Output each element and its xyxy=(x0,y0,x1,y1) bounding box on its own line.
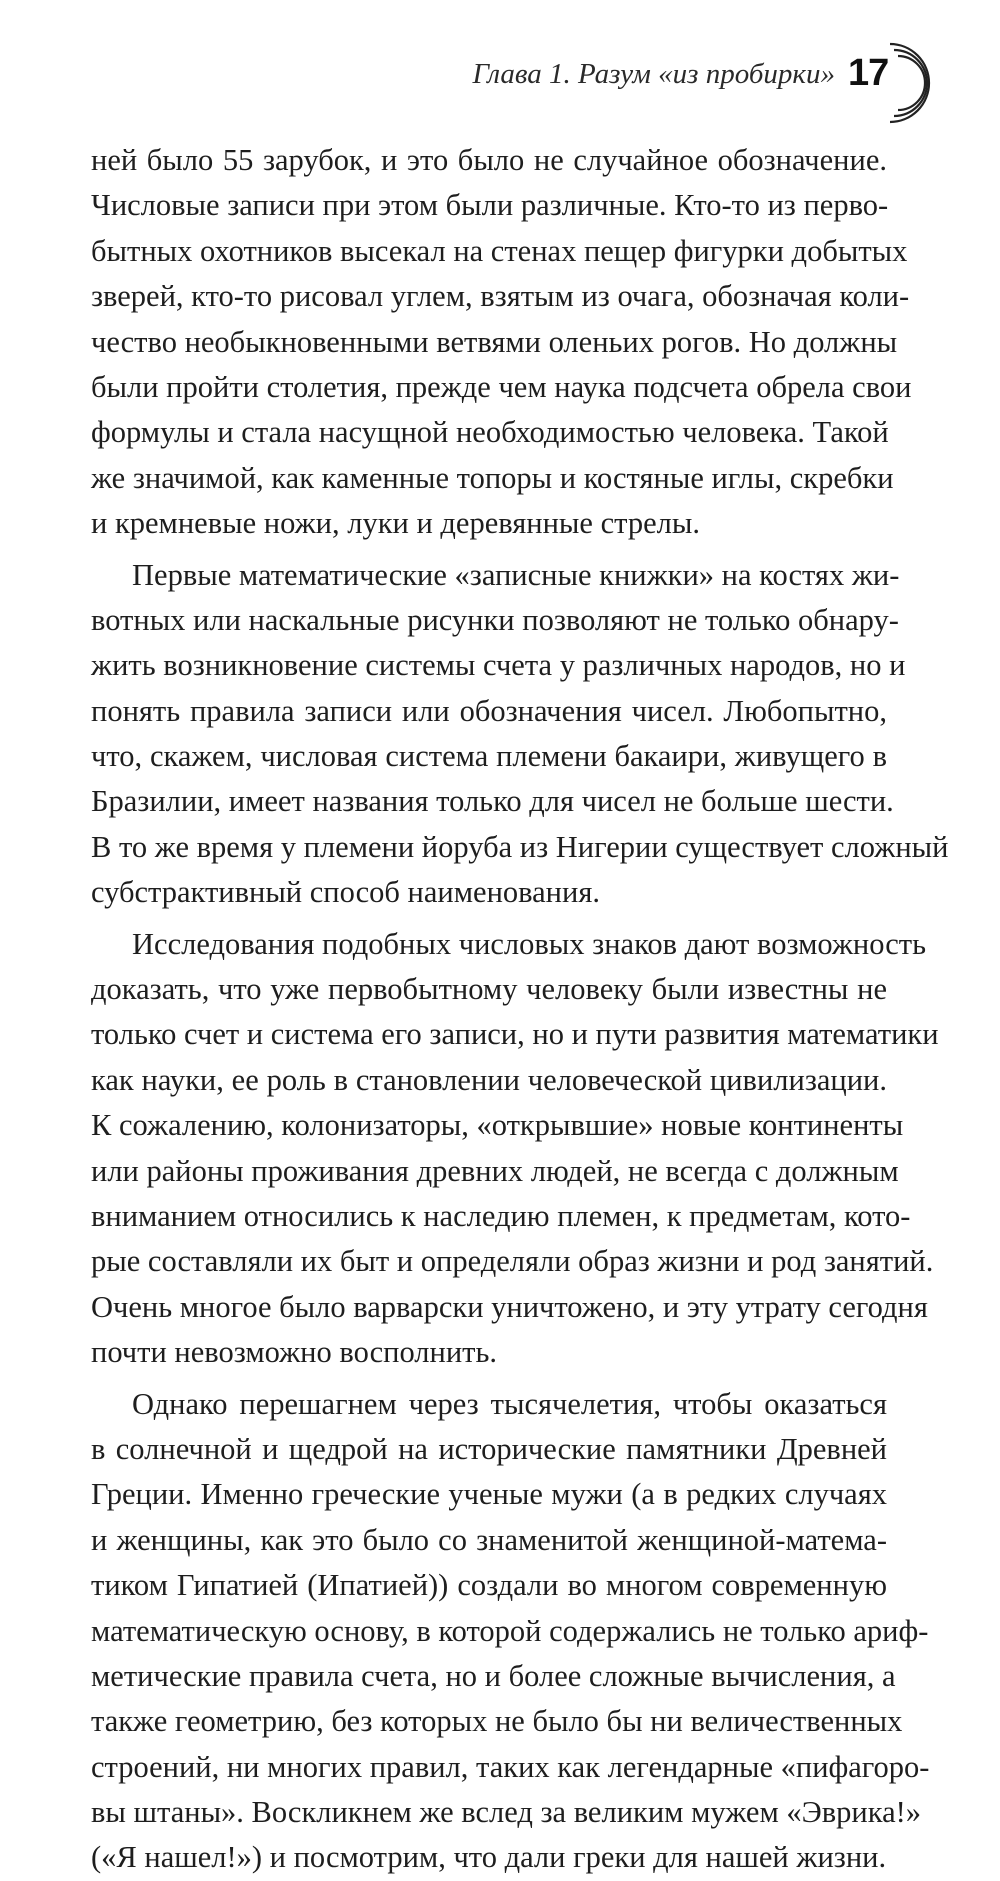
text-line: метические правила счета, но и более сложные вычисления, а xyxy=(91,1658,896,1693)
text-line: также геометрию, без которых не было бы ни величественных xyxy=(91,1704,903,1739)
text-line: вниманием относились к наследию племен, к предметам, кото- xyxy=(91,1198,911,1233)
text-line: почти невозможно восполнить. xyxy=(91,1335,498,1370)
text-line: и кремневые ножи, луки и деревянные стрелы. xyxy=(91,506,700,541)
text-line: Очень многое было варварски уничтожено, и эту утрату сегодня xyxy=(91,1289,928,1324)
text-line: Числовые записи при этом были различные. Кто-то из перво- xyxy=(91,188,889,223)
paragraph xyxy=(91,138,912,547)
text-line: («Я нашел!») и посмотрим, что дали греки для нашей жизни. xyxy=(91,1840,887,1875)
text-line: как науки, ее роль в становлении человеческой цивилизации. xyxy=(91,1062,887,1097)
text-line: строений, ни многих правил, таких как легендарные «пифагоро- xyxy=(91,1749,930,1784)
text-line: зверей, кто-то рисовал углем, взятым из очага, обозначая коли- xyxy=(91,279,910,314)
running-title: Глава 1. Разум «из пробирки» xyxy=(472,58,835,90)
text-line: доказать, что уже первобытному человеку были известны не xyxy=(91,972,887,1007)
text-line: ней было 55 зарубок, и это было не случайное обозначение. xyxy=(91,143,887,177)
text-line: вотных или наскальные рисунки позволяют не только обнару- xyxy=(91,602,899,637)
text-line: Бразилии, имеет названия только для чисел не больше шести. xyxy=(91,784,894,819)
text-line: рые составляли их быт и определяли образ жизни и род занятий. xyxy=(91,1244,934,1279)
text-line: Исследования подобных числовых знаков дают возможность xyxy=(132,926,927,961)
page-number: 17 xyxy=(848,52,889,94)
text-line: В то же время у племени йоруба из Нигерии существует сложный xyxy=(91,829,949,864)
text-line: субстрактивный способ наименования. xyxy=(91,875,600,910)
body-text xyxy=(91,138,949,1881)
text-line: только счет и система его записи, но и пути развития математики xyxy=(91,1017,939,1052)
text-line: К сожалению, колонизаторы, «открывшие» новые континенты xyxy=(91,1108,904,1143)
text-line: чество необыкновенными ветвями оленьих рогов. Но должны xyxy=(91,324,898,359)
paragraph xyxy=(91,922,939,1376)
text-line: тиком Гипатией (Ипатией)) создали во многом современную xyxy=(91,1568,887,1603)
text-line: и женщины, как это было со знаменитой женщиной-матема- xyxy=(91,1522,887,1557)
paragraph xyxy=(91,1382,930,1881)
text-line: бытных охотников высекал на стенах пещер фигурки добытых xyxy=(91,233,908,268)
text-line: что, скажем, числовая система племени бакаири, живущего в xyxy=(91,739,887,774)
text-line: математическую основу, в которой содержались не только ариф- xyxy=(91,1613,929,1648)
text-line: Первые математические «записные книжки» на костях жи- xyxy=(132,557,900,592)
text-line: же значимой, как каменные топоры и костяные иглы, скребки xyxy=(91,460,894,495)
text-line: были пройти столетия, прежде чем наука подсчета обрела свои xyxy=(91,369,912,404)
text-line: Греции. Именно греческие ученые мужи (а в редких случаях xyxy=(91,1477,887,1512)
paragraph xyxy=(91,553,949,916)
text-line: формулы и стала насущной необходимостью человека. Такой xyxy=(91,415,889,450)
text-line: в солнечной и щедрой на исторические памятники Древней xyxy=(91,1431,887,1466)
text-line: или районы проживания древних людей, не всегда с должным xyxy=(91,1153,899,1188)
text-line: жить возникновение системы счета у различных народов, но и xyxy=(91,648,906,683)
text-line: понять правила записи или обозначения чисел. Любопытно, xyxy=(91,693,887,728)
text-line: Однако перешагнем через тысячелетия, чтобы оказаться xyxy=(132,1386,887,1421)
text-line: вы штаны». Воскликнем же вслед за великим мужем «Эврика!» xyxy=(91,1795,922,1830)
